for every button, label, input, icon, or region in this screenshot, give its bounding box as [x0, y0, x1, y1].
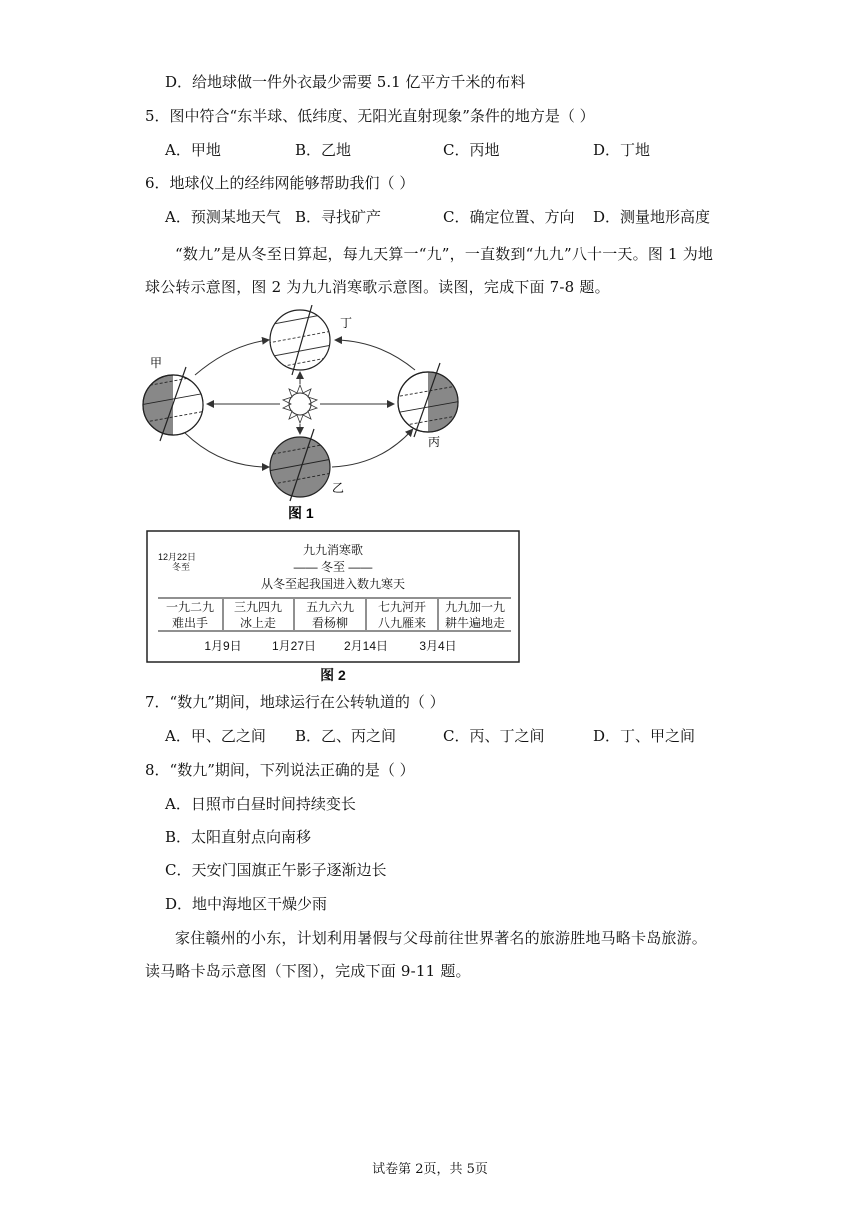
- song-title: 九九消寒歌: [302, 543, 364, 557]
- q6-option-d: D．测量地形高度: [593, 208, 711, 226]
- cell-1-bottom: 难出手: [171, 616, 209, 630]
- intro-7-8: “数九”是从冬至日算起，每九天算一“九”，一直数到“九九”八十一天。图 1 为地球公转示意图，图 2 为九九消寒歌示意图。读图，完成下面 7-8 题。: [145, 245, 714, 296]
- q5-stem: 5．图中符合“东半球、低纬度、无阳光直射现象”条件的地方是（ ）: [145, 107, 595, 125]
- earth-right: [395, 363, 462, 437]
- figure1-caption: 图 1: [288, 505, 314, 521]
- earth-top: [268, 305, 332, 375]
- cell-2-bottom: 冰上走: [239, 616, 277, 630]
- cell-4-top: 七九河开: [377, 600, 427, 614]
- cell-3-top: 五九六九: [305, 600, 355, 614]
- cell-1-top: 一九二九: [165, 600, 215, 614]
- label-yi: 乙: [332, 481, 345, 495]
- q5-option-b: B．乙地: [295, 141, 352, 159]
- q5-option-d: D．丁地: [593, 141, 651, 159]
- sun-icon: [283, 385, 317, 423]
- page-footer: 试卷第 2页，共 5页: [372, 1162, 488, 1177]
- q5-option-c: C．丙地: [443, 141, 500, 159]
- date-3: 2月14日: [343, 639, 389, 653]
- cell-5-top: 九九加一九: [444, 600, 506, 614]
- date-2: 1月27日: [271, 639, 317, 653]
- q8-option-b: B．太阳直射点向南移: [165, 828, 312, 846]
- earth-revolution-diagram: [140, 305, 465, 525]
- q7-option-b: B．乙、丙之间: [295, 727, 397, 745]
- q8-option-a: A．日照市白昼时间持续变长: [165, 795, 356, 813]
- q6-option-c: C．确定位置、方向: [443, 208, 575, 226]
- cell-4-bottom: 八九雁来: [377, 616, 427, 630]
- q6-option-a: A．预测某地天气: [165, 208, 281, 226]
- earth-left: [140, 367, 206, 441]
- label-ding: 丁: [340, 316, 353, 330]
- q6-option-b: B．寻找矿产: [295, 208, 382, 226]
- q8-option-c: C．天安门国旗正午影子逐渐边长: [165, 861, 387, 879]
- song-subtitle: —— 冬至 ——: [293, 560, 373, 574]
- label-bing: 丙: [428, 435, 441, 449]
- figure2-caption: 图 2: [320, 667, 346, 683]
- song-line: 从冬至起我国进入数九寒天: [260, 577, 406, 591]
- earth-bottom: [268, 429, 332, 501]
- q7-option-c: C．丙、丁之间: [443, 727, 545, 745]
- solar-term-label: 冬至: [172, 562, 191, 572]
- cell-5-bottom: 耕牛遍地走: [444, 616, 506, 630]
- date-4: 3月4日: [419, 639, 457, 653]
- date-label: 12月22日: [158, 552, 197, 562]
- q7-stem: 7．“数九”期间，地球运行在公转轨道的（ ）: [145, 693, 445, 711]
- intro-9-11: 家住赣州的小东，计划利用暑假与父母前往世界著名的旅游胜地马略卡岛旅游。读马略卡岛示意图（下图），完成下面 9-11 题。: [145, 929, 708, 980]
- cell-2-top: 三九四九: [233, 600, 283, 614]
- q8-option-d: D．地中海地区干燥少雨: [165, 895, 328, 913]
- date-1: 1月9日: [204, 639, 242, 653]
- nine-nine-song-diagram: [146, 530, 521, 685]
- q6-stem: 6．地球仪上的经纬网能够帮助我们（ ）: [145, 174, 415, 192]
- q5-option-a: A．甲地: [165, 141, 221, 159]
- q4-option-d: D．给地球做一件外衣最少需要 5.1 亿平方千米的布料: [165, 73, 526, 91]
- q7-option-d: D．丁、甲之间: [593, 727, 696, 745]
- label-jia: 甲: [150, 356, 163, 370]
- q8-stem: 8．“数九”期间，下列说法正确的是（ ）: [145, 761, 415, 779]
- q7-option-a: A．甲、乙之间: [165, 727, 266, 745]
- cell-3-bottom: 看杨柳: [311, 616, 349, 630]
